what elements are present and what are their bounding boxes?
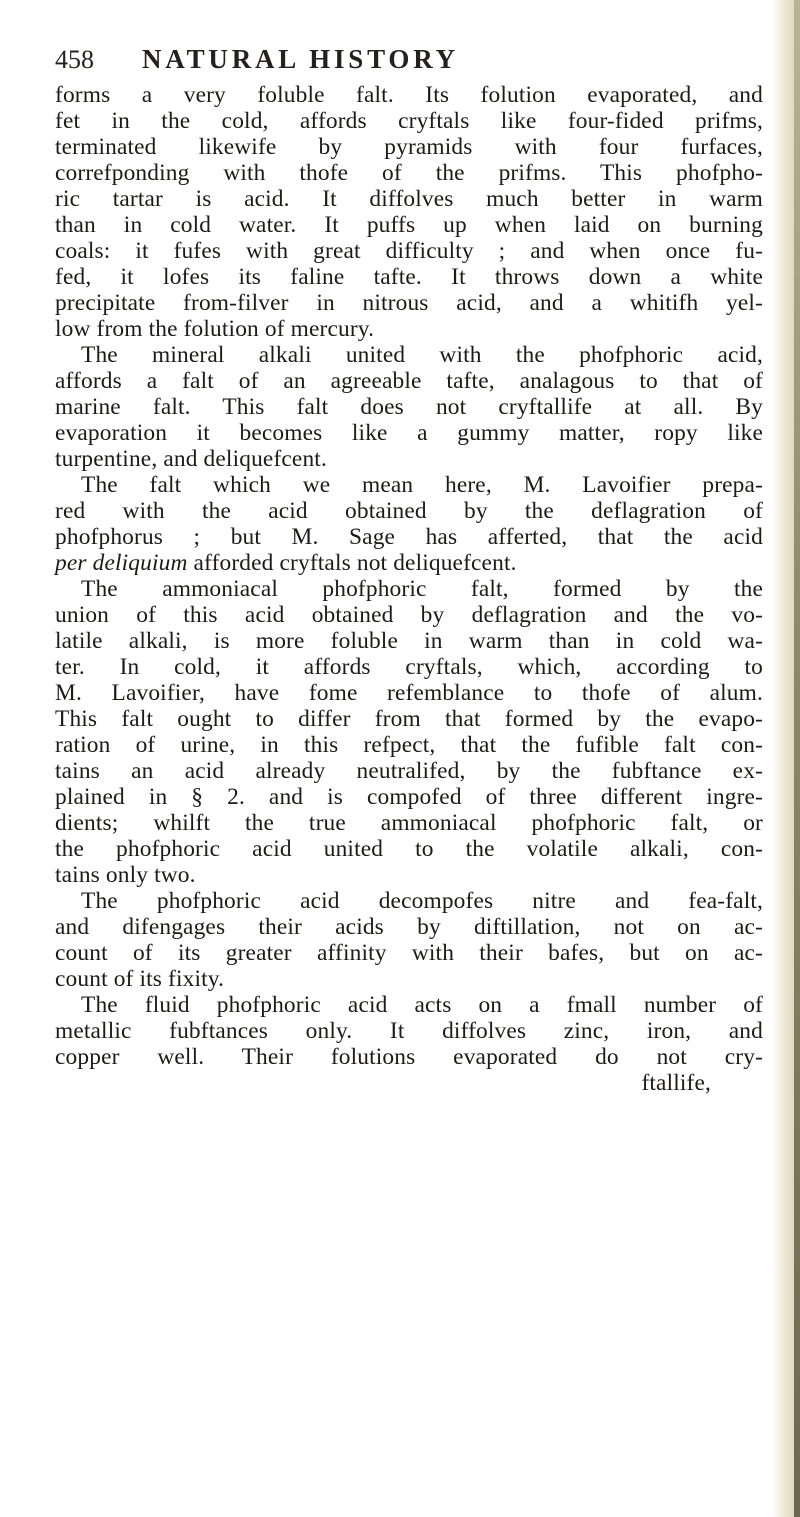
text-line: forms a very foluble falt. Its folution evaporated, and	[55, 82, 763, 108]
text-line: evaporation it becomes like a gummy matter, ropy like	[55, 420, 763, 446]
text-line: the phofphoric acid united to the volatile alkali, con-	[55, 836, 763, 862]
text-line: terminated likewife by pyramids with four furfaces,	[55, 134, 763, 160]
text-line: tains an acid already neutralifed, by the fubftance ex-	[55, 758, 763, 784]
text-line: union of this acid obtained by deflagration and the vo-	[55, 602, 763, 628]
text-line: latile alkali, is more foluble in warm than in cold wa-	[55, 628, 763, 654]
text-line: dients; whilft the true ammoniacal phofphoric falt, or	[55, 810, 763, 836]
text-line: plained in § 2. and is compofed of three different ingre-	[55, 784, 763, 810]
page-header	[55, 44, 755, 84]
paragraph-start: The fluid phofphoric acid acts on a fmall number of	[81, 992, 763, 1018]
text-line: phofphorus ; but M. Sage has afferted, that the acid	[55, 524, 763, 550]
text-line: affords a falt of an agreeable tafte, analagous to that of	[55, 368, 763, 394]
text-line: M. Lavoifier, have fome refemblance to thofe of alum.	[55, 680, 763, 706]
page-binding-edge	[794, 0, 800, 1517]
text-line: tains only two.	[55, 862, 196, 888]
paragraph-start: The phofphoric acid decompofes nitre and fea-falt,	[81, 888, 763, 914]
text-line: ric tartar is acid. It diffolves much better in warm	[55, 186, 763, 212]
text-line: copper well. Their folutions evaporated do not cry-	[55, 1044, 763, 1070]
running-head: NATURAL HISTORY	[142, 44, 459, 74]
text-line: correfponding with thofe of the prifms. This phofpho-	[55, 160, 763, 186]
text-line: coals: it fufes with great difficulty ; and when once fu-	[55, 238, 763, 264]
text-line: count of its greater affinity with their bafes, but on ac-	[55, 940, 763, 966]
text-line: precipitate from-filver in nitrous acid, and a whitifh yel-	[55, 290, 763, 316]
text-line: and difengages their acids by diftillation, not on ac-	[55, 914, 763, 940]
text-line: than in cold water. It puffs up when laid on burning	[55, 212, 763, 238]
text-line: red with the acid obtained by the deflagration of	[55, 498, 763, 524]
text-line: low from the folution of mercury.	[55, 316, 375, 342]
text-line: ration of urine, in this refpect, that the fufible falt con-	[55, 732, 763, 758]
italic-phrase: per deliquium	[55, 550, 188, 576]
page-number: 458	[55, 45, 94, 74]
paragraph-start: The mineral alkali united with the phofphoric acid,	[81, 342, 763, 368]
text-line: fed, it lofes its faline tafte. It throws down a white	[55, 264, 763, 290]
paragraph-start: The falt which we mean here, M. Lavoifier prepa-	[81, 472, 763, 498]
text-line: metallic fubftances only. It diffolves zinc, iron, and	[55, 1018, 763, 1044]
paragraph-start: The ammoniacal phofphoric falt, formed by the	[81, 576, 763, 602]
text-line: This falt ought to differ from that formed by the evapo-	[55, 706, 763, 732]
text-line: turpentine, and deliquefcent.	[55, 446, 327, 472]
catchword: ftallife,	[641, 1070, 711, 1096]
body-text	[55, 82, 763, 1096]
text-line: count of its fixity.	[55, 966, 225, 992]
text-line: per deliquium afforded cryftals not deliquefcent.	[55, 550, 517, 576]
text-line: marine falt. This falt does not cryftallife at all. By	[55, 394, 763, 420]
text-line: fet in the cold, affords cryftals like four-fided prifms,	[55, 108, 763, 134]
text-line: ter. In cold, it affords cryftals, which, according to	[55, 654, 763, 680]
